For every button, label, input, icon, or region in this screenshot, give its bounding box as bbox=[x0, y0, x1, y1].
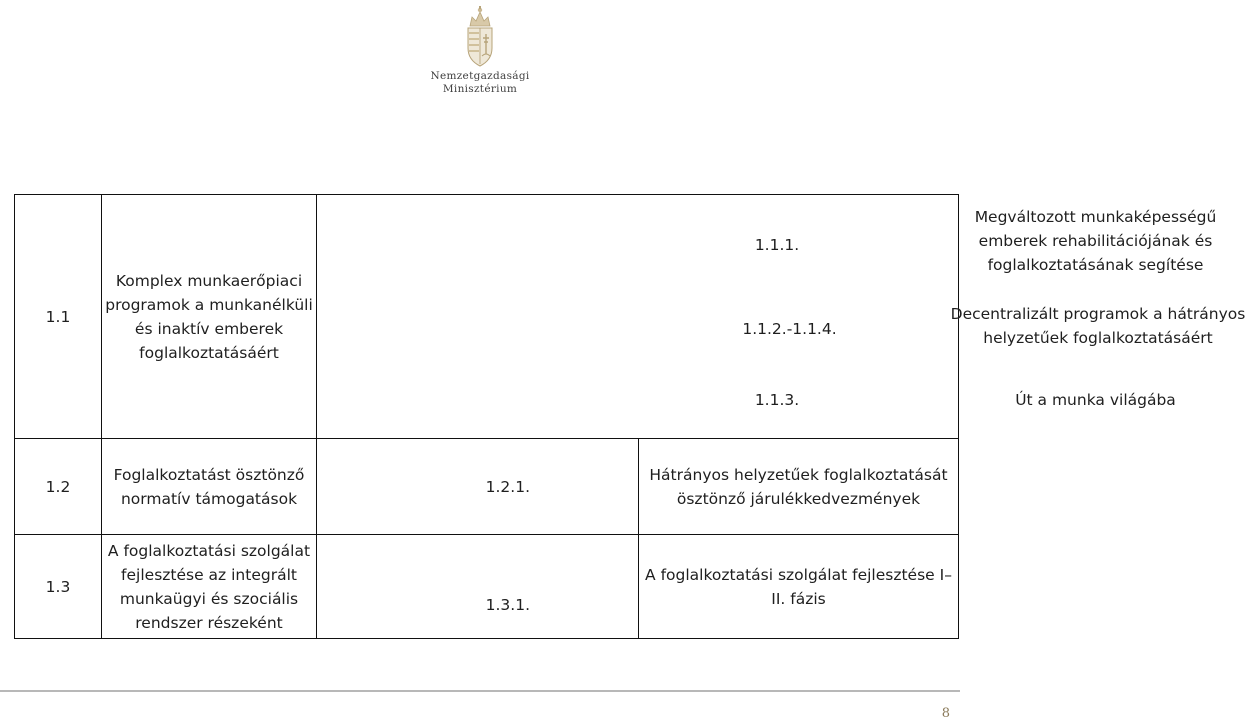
row-number: 1.3 bbox=[15, 535, 102, 639]
program-title: A foglalkoztatási szolgálat fejlesztése az integrált munkaügyi és szociális rendszer részeként bbox=[102, 535, 317, 639]
subprogram-code: 1.1.3. bbox=[754, 391, 800, 409]
hungarian-coat-of-arms-icon bbox=[463, 6, 497, 70]
subprogram-text: Megváltozott munkaképességű emberek rehabilitációjának és foglalkoztatásának segítése bbox=[974, 208, 1217, 274]
program-title: Foglalkoztatást ösztönző normatív támogatások bbox=[102, 439, 317, 535]
row-number: 1.1 bbox=[15, 195, 102, 439]
page-number: 8 bbox=[941, 706, 950, 721]
logo-line-2: Minisztérium bbox=[442, 83, 518, 95]
ministry-logo bbox=[400, 6, 560, 96]
table-row bbox=[15, 439, 959, 535]
row-number: 1.2 bbox=[15, 439, 102, 535]
footer-divider bbox=[0, 690, 960, 692]
subprogram-code: 1.1.1. bbox=[754, 236, 800, 254]
subprogram-text: Hátrányos helyzetűek foglalkoztatását ösztönző járulékkedvezmények bbox=[639, 439, 959, 535]
subprogram-code: 1.3.1. bbox=[317, 535, 639, 639]
logo-line-1: Nemzetgazdasági bbox=[430, 70, 530, 82]
programs-table bbox=[14, 194, 1246, 639]
subprogram-text: Decentralizált programok a hátrányos helyzetűek foglalkoztatásáért bbox=[950, 305, 1246, 347]
subprogram-text: Út a munka világába bbox=[1015, 391, 1176, 409]
subprogram-text: A foglalkoztatási szolgálat fejlesztése I– II. fázis bbox=[639, 535, 959, 639]
subprogram-group bbox=[317, 195, 1246, 439]
subprogram-code: 1.2.1. bbox=[317, 439, 639, 535]
program-title: Komplex munkaerőpiaci programok a munkanélküli és inaktív emberek foglalkoztatásáért bbox=[102, 195, 317, 439]
table-row bbox=[15, 195, 959, 439]
table-row bbox=[15, 535, 959, 639]
subprogram-code: 1.1.2.-1.1.4. bbox=[742, 320, 837, 338]
